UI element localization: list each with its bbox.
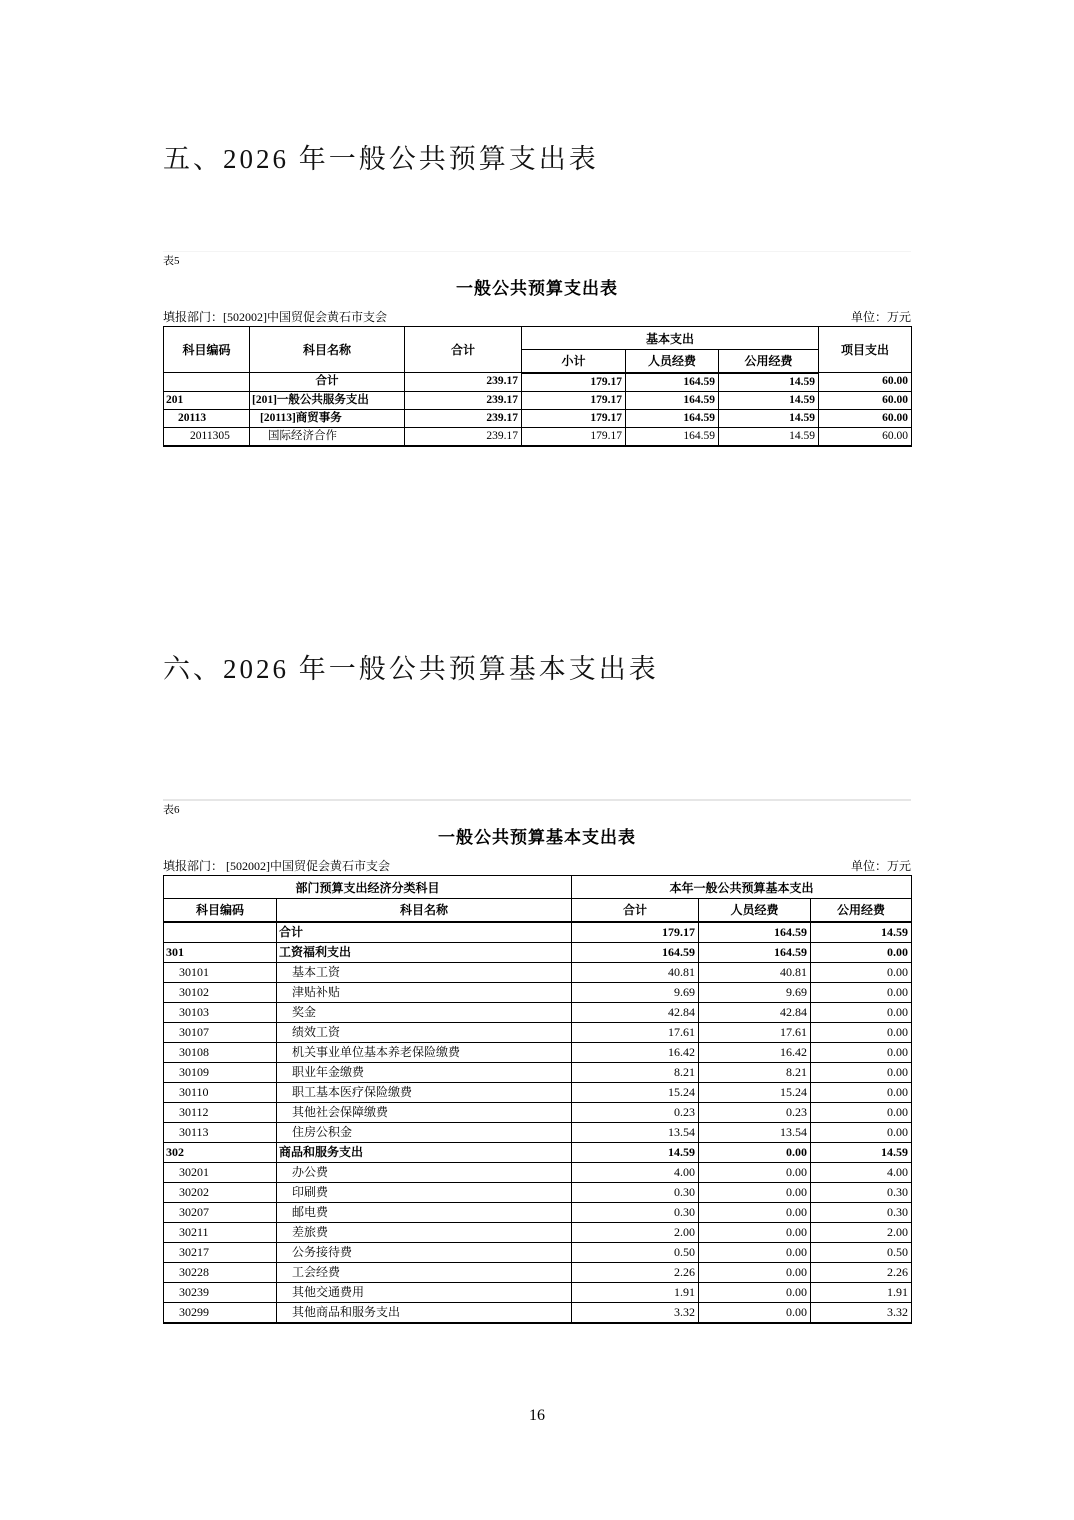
public-funds-cell: 14.59 bbox=[811, 1142, 912, 1162]
personnel-funds-cell: 0.00 bbox=[699, 1202, 811, 1222]
public-funds-cell: 0.00 bbox=[811, 1002, 912, 1022]
subject-code-cell: 201 bbox=[164, 391, 250, 409]
public-funds-cell: 0.50 bbox=[811, 1242, 912, 1262]
total-cell: 42.84 bbox=[572, 1002, 699, 1022]
subject-name-cell: 办公费 bbox=[277, 1162, 572, 1182]
public-funds-cell: 0.00 bbox=[811, 982, 912, 1002]
table-row bbox=[164, 1182, 912, 1202]
subject-code-cell: 30299 bbox=[164, 1302, 277, 1323]
project-expenditure-cell: 60.00 bbox=[819, 427, 912, 446]
total-cell: 239.17 bbox=[405, 409, 522, 427]
subject-name-cell: 合计 bbox=[250, 373, 405, 392]
subject-name-cell: 其他商品和服务支出 bbox=[277, 1302, 572, 1323]
table-row bbox=[164, 1202, 912, 1222]
personnel-funds-cell: 0.00 bbox=[699, 1222, 811, 1242]
col-header-total: 合计 bbox=[405, 327, 522, 373]
personnel-funds-cell: 16.42 bbox=[699, 1042, 811, 1062]
personnel-funds-cell: 164.59 bbox=[626, 373, 719, 392]
public-funds-cell: 14.59 bbox=[719, 427, 819, 446]
col-header-public: 公用经费 bbox=[811, 899, 912, 922]
subject-name-cell: 邮电费 bbox=[277, 1202, 572, 1222]
total-cell: 239.17 bbox=[405, 391, 522, 409]
basic-expenditure-table bbox=[163, 875, 912, 1324]
section6-table-block bbox=[163, 799, 911, 1324]
section5-heading: 五、2026 年一般公共预算支出表 bbox=[163, 144, 599, 174]
project-expenditure-cell: 60.00 bbox=[819, 373, 912, 392]
personnel-funds-cell: 164.59 bbox=[626, 409, 719, 427]
total-cell: 2.26 bbox=[572, 1262, 699, 1282]
subject-name-cell: [201]一般公共服务支出 bbox=[250, 391, 405, 409]
total-cell: 13.54 bbox=[572, 1122, 699, 1142]
project-expenditure-cell: 60.00 bbox=[819, 409, 912, 427]
budget-expenditure-table bbox=[163, 326, 912, 447]
personnel-funds-cell: 164.59 bbox=[626, 391, 719, 409]
total-cell: 0.23 bbox=[572, 1102, 699, 1122]
public-funds-cell: 0.00 bbox=[811, 1122, 912, 1142]
section5-dept-label: 填报部门：[502002]中国贸促会黄石市支会 bbox=[163, 310, 387, 324]
public-funds-cell: 4.00 bbox=[811, 1162, 912, 1182]
basic-subtotal-cell: 179.17 bbox=[522, 427, 626, 446]
public-funds-cell: 14.59 bbox=[811, 922, 912, 943]
subject-name-cell: 其他交通费用 bbox=[277, 1282, 572, 1302]
table-row bbox=[164, 1302, 912, 1323]
subject-code-cell: 302 bbox=[164, 1142, 277, 1162]
personnel-funds-cell: 42.84 bbox=[699, 1002, 811, 1022]
subject-name-cell: 公务接待费 bbox=[277, 1242, 572, 1262]
table-row bbox=[164, 922, 912, 943]
subject-name-cell: 合计 bbox=[277, 922, 572, 943]
subject-code-cell: 30108 bbox=[164, 1042, 277, 1062]
basic-subtotal-cell: 179.17 bbox=[522, 391, 626, 409]
public-funds-cell: 0.00 bbox=[811, 942, 912, 962]
public-funds-cell: 0.00 bbox=[811, 1042, 912, 1062]
personnel-funds-cell: 40.81 bbox=[699, 962, 811, 982]
total-cell: 8.21 bbox=[572, 1062, 699, 1082]
subject-name-cell: 工资福利支出 bbox=[277, 942, 572, 962]
section5-table-title: 一般公共预算支出表 bbox=[456, 279, 618, 298]
subject-code-cell: 30113 bbox=[164, 1122, 277, 1142]
table-row bbox=[164, 1162, 912, 1182]
subject-name-cell: 奖金 bbox=[277, 1002, 572, 1022]
table-row bbox=[164, 1122, 912, 1142]
table6-body bbox=[164, 922, 912, 1323]
table-row bbox=[164, 1082, 912, 1102]
subject-name-cell: 商品和服务支出 bbox=[277, 1142, 572, 1162]
subject-name-cell: 职业年金缴费 bbox=[277, 1062, 572, 1082]
subject-code-cell: 30207 bbox=[164, 1202, 277, 1222]
subject-name-cell: 印刷费 bbox=[277, 1182, 572, 1202]
subject-code-cell: 301 bbox=[164, 942, 277, 962]
subject-code-cell: 30211 bbox=[164, 1222, 277, 1242]
section6-dept-label: 填报部门： [502002]中国贸促会黄石市支会 bbox=[163, 859, 390, 873]
col-header-subtotal: 小计 bbox=[522, 350, 626, 373]
personnel-funds-cell: 0.00 bbox=[699, 1182, 811, 1202]
subject-code-cell: 30101 bbox=[164, 962, 277, 982]
table-row bbox=[164, 1262, 912, 1282]
col-header-public: 公用经费 bbox=[719, 350, 819, 373]
section6-unit-label: 单位：万元 bbox=[850, 859, 911, 873]
subject-code-cell: 30228 bbox=[164, 1262, 277, 1282]
col-header-name: 科目名称 bbox=[277, 899, 572, 922]
subject-code-cell bbox=[164, 373, 250, 392]
subject-name-cell: 绩效工资 bbox=[277, 1022, 572, 1042]
public-funds-cell: 2.00 bbox=[811, 1222, 912, 1242]
total-cell: 17.61 bbox=[572, 1022, 699, 1042]
total-cell: 164.59 bbox=[572, 942, 699, 962]
section5-table-block bbox=[163, 251, 911, 447]
col-header-econ-group: 部门预算支出经济分类科目 bbox=[164, 876, 572, 899]
public-funds-cell: 0.00 bbox=[811, 962, 912, 982]
personnel-funds-cell: 13.54 bbox=[699, 1122, 811, 1142]
section5-table-label: 表5 bbox=[163, 255, 180, 267]
subject-name-cell: 职工基本医疗保险缴费 bbox=[277, 1082, 572, 1102]
table-row bbox=[164, 1062, 912, 1082]
public-funds-cell: 0.00 bbox=[811, 1022, 912, 1042]
subject-code-cell: 30239 bbox=[164, 1282, 277, 1302]
total-cell: 0.30 bbox=[572, 1182, 699, 1202]
subject-code-cell: 2011305 bbox=[164, 427, 250, 446]
public-funds-cell: 14.59 bbox=[719, 373, 819, 392]
col-header-code: 科目编码 bbox=[164, 899, 277, 922]
personnel-funds-cell: 15.24 bbox=[699, 1082, 811, 1102]
project-expenditure-cell: 60.00 bbox=[819, 391, 912, 409]
table-row bbox=[164, 427, 912, 446]
table-row bbox=[164, 962, 912, 982]
subject-code-cell: 30201 bbox=[164, 1162, 277, 1182]
personnel-funds-cell: 164.59 bbox=[699, 922, 811, 943]
total-cell: 14.59 bbox=[572, 1142, 699, 1162]
total-cell: 15.24 bbox=[572, 1082, 699, 1102]
subject-code-cell: 30110 bbox=[164, 1082, 277, 1102]
table-row bbox=[164, 1222, 912, 1242]
section6-heading: 六、2026 年一般公共预算基本支出表 bbox=[163, 654, 659, 684]
personnel-funds-cell: 0.00 bbox=[699, 1262, 811, 1282]
col-header-total: 合计 bbox=[572, 899, 699, 922]
table6-header bbox=[164, 876, 912, 922]
subject-code-cell: 30112 bbox=[164, 1102, 277, 1122]
total-cell: 239.17 bbox=[405, 373, 522, 392]
total-cell: 0.50 bbox=[572, 1242, 699, 1262]
total-cell: 2.00 bbox=[572, 1222, 699, 1242]
subject-name-cell: 工会经费 bbox=[277, 1262, 572, 1282]
personnel-funds-cell: 17.61 bbox=[699, 1022, 811, 1042]
table-row bbox=[164, 391, 912, 409]
public-funds-cell: 0.30 bbox=[811, 1182, 912, 1202]
public-funds-cell: 2.26 bbox=[811, 1262, 912, 1282]
subject-name-cell: 国际经济合作 bbox=[250, 427, 405, 446]
subject-code-cell: 30103 bbox=[164, 1002, 277, 1022]
table-row bbox=[164, 1142, 912, 1162]
personnel-funds-cell: 0.00 bbox=[699, 1302, 811, 1323]
subject-code-cell: 30202 bbox=[164, 1182, 277, 1202]
total-cell: 239.17 bbox=[405, 427, 522, 446]
personnel-funds-cell: 0.00 bbox=[699, 1142, 811, 1162]
personnel-funds-cell: 8.21 bbox=[699, 1062, 811, 1082]
table5-header bbox=[164, 327, 912, 373]
section6-table-label: 表6 bbox=[163, 804, 180, 816]
table-row bbox=[164, 1002, 912, 1022]
subject-name-cell: 机关事业单位基本养老保险缴费 bbox=[277, 1042, 572, 1062]
subject-code-cell bbox=[164, 922, 277, 943]
total-cell: 179.17 bbox=[572, 922, 699, 943]
section5-meta-row bbox=[163, 310, 911, 325]
total-cell: 9.69 bbox=[572, 982, 699, 1002]
col-header-year-group: 本年一般公共预算基本支出 bbox=[572, 876, 912, 899]
subject-code-cell: 30102 bbox=[164, 982, 277, 1002]
subject-name-cell: 住房公积金 bbox=[277, 1122, 572, 1142]
total-cell: 4.00 bbox=[572, 1162, 699, 1182]
section5-top-rule bbox=[163, 251, 911, 252]
table-row bbox=[164, 982, 912, 1002]
table5-body bbox=[164, 373, 912, 446]
personnel-funds-cell: 0.00 bbox=[699, 1282, 811, 1302]
subject-name-cell: 基本工资 bbox=[277, 962, 572, 982]
subject-code-cell: 30217 bbox=[164, 1242, 277, 1262]
section6-top-rule bbox=[163, 799, 911, 801]
personnel-funds-cell: 0.00 bbox=[699, 1162, 811, 1182]
section6-table-title: 一般公共预算基本支出表 bbox=[438, 828, 636, 847]
total-cell: 16.42 bbox=[572, 1042, 699, 1062]
table-row bbox=[164, 1242, 912, 1262]
subject-name-cell: [20113]商贸事务 bbox=[250, 409, 405, 427]
table-row bbox=[164, 409, 912, 427]
col-header-name: 科目名称 bbox=[250, 327, 405, 373]
table-row bbox=[164, 1042, 912, 1062]
col-header-personnel: 人员经费 bbox=[699, 899, 811, 922]
public-funds-cell: 0.00 bbox=[811, 1102, 912, 1122]
col-header-personnel: 人员经费 bbox=[626, 350, 719, 373]
public-funds-cell: 0.00 bbox=[811, 1062, 912, 1082]
table-row bbox=[164, 1282, 912, 1302]
subject-code-cell: 30109 bbox=[164, 1062, 277, 1082]
public-funds-cell: 0.00 bbox=[811, 1082, 912, 1102]
total-cell: 40.81 bbox=[572, 962, 699, 982]
subject-code-cell: 20113 bbox=[164, 409, 250, 427]
col-header-project: 项目支出 bbox=[819, 327, 912, 373]
table-row bbox=[164, 1022, 912, 1042]
public-funds-cell: 14.59 bbox=[719, 409, 819, 427]
public-funds-cell: 0.30 bbox=[811, 1202, 912, 1222]
subject-name-cell: 差旅费 bbox=[277, 1222, 572, 1242]
public-funds-cell: 14.59 bbox=[719, 391, 819, 409]
table-row bbox=[164, 942, 912, 962]
section6-meta-row bbox=[163, 859, 911, 874]
subject-code-cell: 30107 bbox=[164, 1022, 277, 1042]
personnel-funds-cell: 9.69 bbox=[699, 982, 811, 1002]
personnel-funds-cell: 0.23 bbox=[699, 1102, 811, 1122]
subject-name-cell: 津贴补贴 bbox=[277, 982, 572, 1002]
public-funds-cell: 1.91 bbox=[811, 1282, 912, 1302]
col-header-basic-group: 基本支出 bbox=[522, 327, 819, 350]
subject-name-cell: 其他社会保障缴费 bbox=[277, 1102, 572, 1122]
total-cell: 3.32 bbox=[572, 1302, 699, 1323]
personnel-funds-cell: 0.00 bbox=[699, 1242, 811, 1262]
table-row bbox=[164, 373, 912, 392]
total-cell: 1.91 bbox=[572, 1282, 699, 1302]
personnel-funds-cell: 164.59 bbox=[699, 942, 811, 962]
public-funds-cell: 3.32 bbox=[811, 1302, 912, 1323]
section5-unit-label: 单位：万元 bbox=[850, 310, 911, 324]
personnel-funds-cell: 164.59 bbox=[626, 427, 719, 446]
total-cell: 0.30 bbox=[572, 1202, 699, 1222]
basic-subtotal-cell: 179.17 bbox=[522, 373, 626, 392]
col-header-code: 科目编码 bbox=[164, 327, 250, 373]
table-row bbox=[164, 1102, 912, 1122]
basic-subtotal-cell: 179.17 bbox=[522, 409, 626, 427]
page-number: 16 bbox=[529, 1407, 545, 1424]
